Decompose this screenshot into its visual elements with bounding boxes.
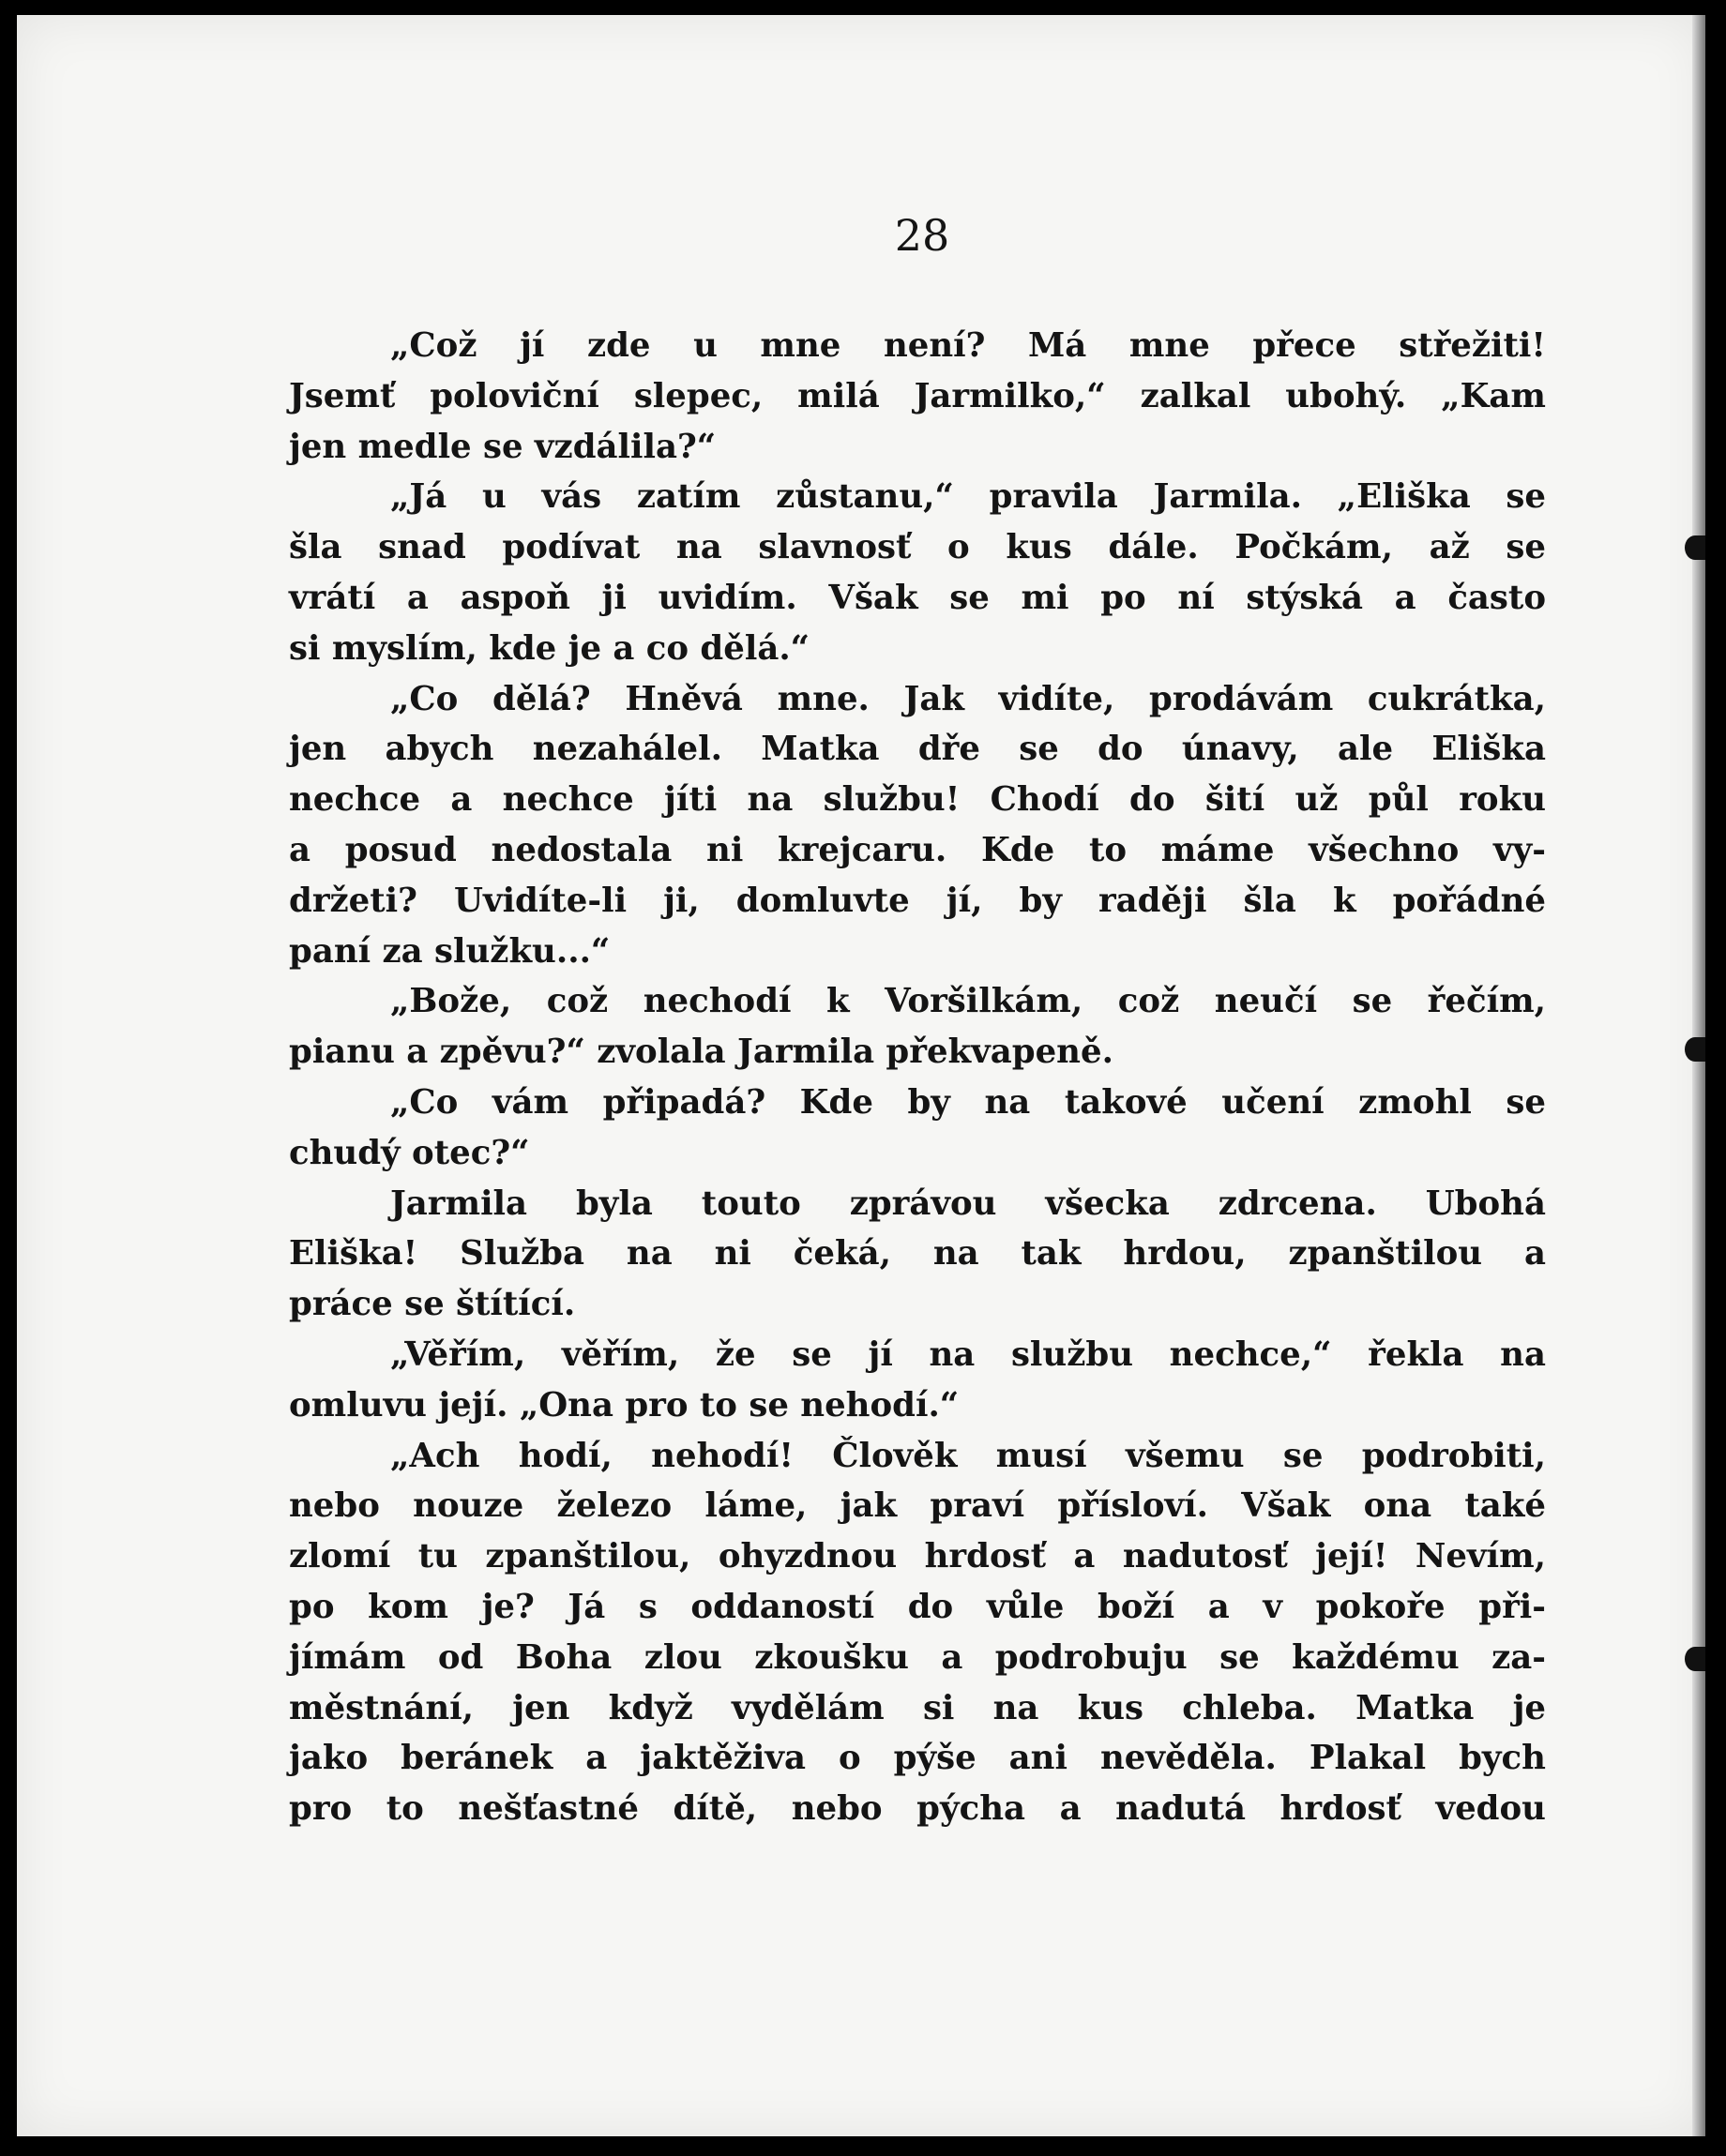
text-line: si myslím, kde je a co dělá.“ xyxy=(289,628,810,668)
text-line: „Co vám připadá? Kde by na takové učení zmohl se xyxy=(390,1082,1546,1122)
text-line: paní za služku...“ xyxy=(289,931,611,971)
binding-mark xyxy=(1685,535,1705,560)
text-line: jen medle se vzdálila?“ xyxy=(289,427,717,466)
text-line: Jsemť poloviční slepec, milá Jarmilko,“ zalkal ubohý. „Kam xyxy=(289,376,1546,415)
text-line: pianu a zpěvu?“ zvolala Jarmila překvapeně. xyxy=(289,1033,1113,1072)
text-line: „Já u vás zatím zůstanu,“ pravila Jarmila. „Eliška se xyxy=(390,477,1546,517)
text-line: zlomí tu zpanštilou, ohyzdnou hrdosť a nadutosť její! Nevím, xyxy=(289,1537,1546,1576)
text-line: „Ach hodí, nehodí! Člověk musí všemu se podrobiti, xyxy=(390,1436,1546,1475)
text-line: šla snad podívat na slavnosť o kus dále. Počkám, až se xyxy=(289,528,1546,567)
text-line: jímám od Boha zlou zkoušku a podrobuju se každému za- xyxy=(289,1637,1546,1677)
text-line: nechce a nechce jíti na službu! Chodí do šití už půl roku xyxy=(289,780,1546,820)
binding-mark xyxy=(1685,1037,1705,1062)
text-line: „Věřím, věřím, že se jí na službu nechce,“ řekla na xyxy=(390,1334,1546,1374)
body-text xyxy=(289,321,1546,1834)
text-line: omluvu její. „Ona pro to se nehodí.“ xyxy=(289,1385,960,1425)
text-line: jako beránek a jaktěživa o pýše ani nevěděla. Plakal bych xyxy=(289,1739,1546,1778)
text-line: chudý otec?“ xyxy=(289,1133,530,1172)
text-line: držeti? Uvidíte-li ji, domluvte jí, by raději šla k pořádné xyxy=(289,881,1546,920)
text-line: práce se štítící. xyxy=(289,1285,576,1324)
text-line: „Což jí zde u mne není? Má mne přece střežiti! xyxy=(390,326,1546,365)
text-line: po kom je? Já s oddaností do vůle boží a v pokoře při- xyxy=(289,1587,1546,1626)
text-line: nebo nouze železo láme, jak praví přísloví. Však ona také xyxy=(289,1486,1546,1526)
text-line: Jarmila byla touto zprávou všecka zdrcena. Ubohá xyxy=(390,1184,1546,1223)
text-line: „Bože, což nechodí k Voršilkám, což neučí se řečím, xyxy=(390,982,1546,1021)
text-line: pro to nešťastné dítě, nebo pýcha a nadutá hrdosť vedou xyxy=(289,1789,1546,1829)
binding-mark xyxy=(1685,1647,1705,1671)
text-line: „Co dělá? Hněvá mne. Jak vidíte, prodávám cukrátka, xyxy=(390,679,1546,718)
page-spine-edge xyxy=(1692,15,1705,2136)
text-line: Eliška! Služba na ni čeká, na tak hrdou, zpanštilou a xyxy=(289,1234,1546,1274)
text-line: jen abych nezahálel. Matka dře se do únavy, ale Eliška xyxy=(289,730,1546,769)
text-line: vrátí a aspoň ji uvidím. Však se mi po ní stýská a často xyxy=(289,578,1546,617)
page-number: 28 xyxy=(894,210,950,261)
text-line: a posud nedostala ni krejcaru. Kde to máme všechno vy- xyxy=(289,830,1546,869)
book-page xyxy=(17,15,1705,2136)
text-line: městnání, jen když vydělám si na kus chleba. Matka je xyxy=(289,1688,1546,1727)
